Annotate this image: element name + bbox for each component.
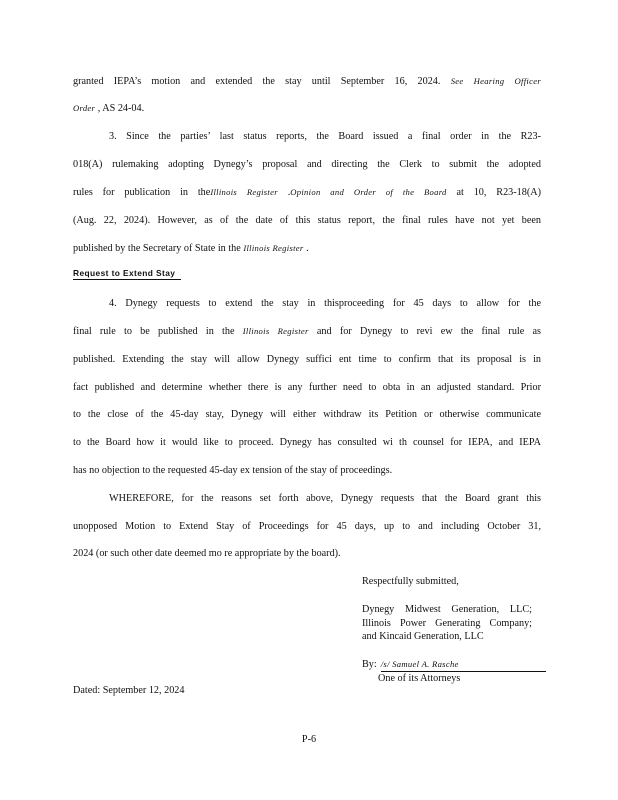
paragraph-4-line-7: has no objection to the requested 45-day ex tension of the stay of proceedings.: [73, 465, 393, 476]
dated-line: Dated: September 12, 2024: [73, 685, 185, 696]
paragraph-4-line-4: fact published and determine whether there is any further need to obta in an adjusted standard. Prior: [73, 382, 541, 393]
italic-citation: Illinois Register: [242, 326, 309, 336]
text: and for Dynegy to revi ew the final rule as: [308, 326, 541, 337]
paragraph-5-line-2: unopposed Motion to Extend Stay of Proceedings for 45 days, up to and including October 31,: [73, 521, 541, 532]
text: .: [277, 187, 291, 198]
text: rules for publication in the: [73, 187, 211, 198]
italic-citation: Order: [73, 103, 96, 113]
italic-citation: Illinois Register: [243, 243, 304, 253]
text: granted IEPA’s motion and extended the stay until September 16, 2024.: [73, 76, 441, 87]
paragraph-3-line-1: 3. Since the parties’ last status reports, the Board issued a final order in the R23-: [109, 131, 541, 142]
closing: Respectfully submitted,: [362, 576, 459, 587]
paragraph-5-line-3: 2024 (or such other date deemed mo re appropriate by the board).: [73, 548, 341, 559]
paragraph-3-line-3: [73, 186, 541, 199]
text: at 10, R23-18(A): [446, 187, 541, 198]
paragraph-continuation-line-1: [73, 75, 541, 88]
section-heading: Request to Extend Stay: [73, 268, 181, 280]
electronic-signature: /s/ Samuel A. Rasche: [381, 658, 546, 672]
italic-citation: See Hearing Officer: [450, 76, 541, 86]
by-label: By:: [362, 659, 377, 670]
text: published by the Secretary of State in the: [73, 243, 241, 254]
paragraph-continuation-line-2: [73, 102, 541, 115]
paragraph-4-line-6: to the Board how it would like to proceed. Dynegy has consulted wi th counsel for IEPA, and IEPA: [73, 437, 541, 448]
paragraph-3-line-5: [73, 242, 541, 255]
paragraph-4-line-5: to the close of the 45-day stay, Dynegy will either withdraw its Petition or otherwise communicate: [73, 409, 541, 420]
paragraph-4-line-3: published. Extending the stay will allow Dynegy suffici ent time to confirm that its proposal is in: [73, 354, 541, 365]
attorney-role: One of its Attorneys: [378, 673, 461, 684]
paragraph-3-line-2: 018(A) rulemaking adopting Dynegy’s proposal and directing the Clerk to submit the adopted: [73, 159, 541, 170]
party-line-2: Illinois Power Generating Company;: [362, 617, 532, 629]
signature-line: [362, 658, 546, 672]
text: , AS 24-04.: [97, 103, 145, 114]
page-number: P-6: [301, 734, 317, 745]
text: final rule to be published in the: [73, 326, 235, 337]
paragraph-5-line-1: WHEREFORE, for the reasons set forth above, Dynegy requests that the Board grant this: [109, 493, 541, 504]
paragraph-4-line-2: [73, 325, 541, 338]
text: .: [303, 243, 309, 254]
italic-citation: Illinois Register: [210, 187, 278, 197]
paragraph-4-line-1: 4. Dynegy requests to extend the stay in thisproceeding for 45 days to allow for the: [109, 298, 541, 309]
party-block: [362, 603, 532, 644]
party-line-1: Dynegy Midwest Generation, LLC;: [362, 604, 532, 615]
paragraph-3-line-4: (Aug. 22, 2024). However, as of the date of this status report, the final rules have not yet been: [73, 215, 541, 226]
party-line-3: and Kincaid Generation, LLC: [362, 631, 484, 642]
italic-citation: Opinion and Order of the Board: [290, 187, 447, 197]
